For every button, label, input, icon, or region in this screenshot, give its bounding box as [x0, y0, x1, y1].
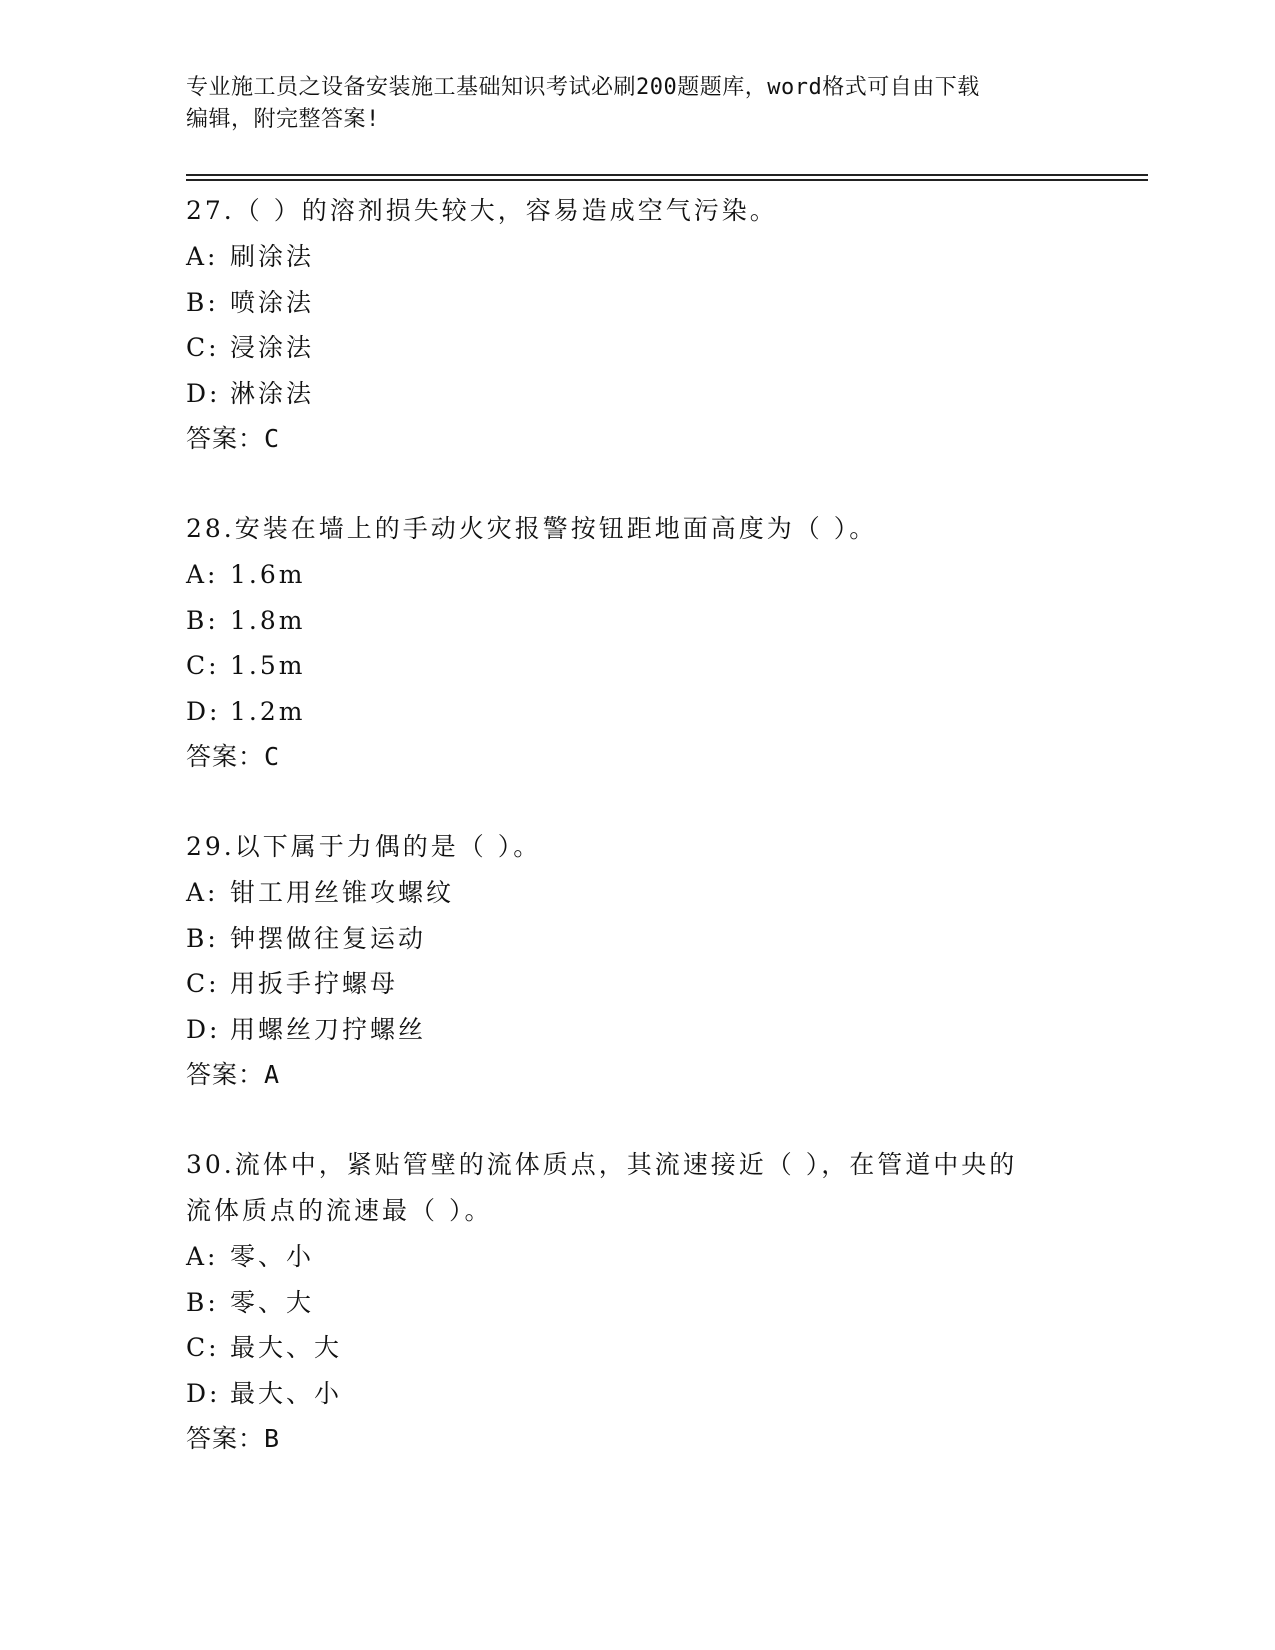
option-text: 零、小 [230, 1242, 315, 1271]
option-text: 最大、小 [230, 1378, 343, 1408]
option-d [186, 689, 1106, 735]
option-text: 用螺丝刀拧螺丝 [230, 1014, 427, 1044]
question-text: 28.安装在墙上的手动火灾报警按钮距地面高度为（ ）。 [186, 514, 878, 543]
option-a [186, 870, 1106, 916]
question-text-line-1: 30.流体中，紧贴管壁的流体质点，其流速接近（ ），在管道中央的 [186, 1150, 1018, 1179]
option-text: 1.8m [230, 605, 306, 635]
question-27 [186, 188, 1106, 461]
option-c [186, 325, 1106, 371]
option-text: 零、大 [230, 1287, 315, 1317]
option-letter: A: [186, 242, 219, 271]
option-letter: D: [186, 378, 221, 408]
option-letter: D: [186, 1014, 221, 1044]
header-line-1: 专业施工员之设备安装施工基础知识考试必刷200题题库，word格式可自由下载 [186, 75, 980, 100]
question-text-line-2: 流体质点的流速最（ ）。 [186, 1196, 493, 1225]
answer-label: 答案： [186, 424, 265, 453]
question-28 [186, 506, 1106, 779]
question-text: 29.以下属于力偶的是（ ）。 [186, 832, 542, 861]
option-letter: B: [186, 605, 219, 635]
option-text: 淋涂法 [230, 378, 315, 408]
answer-value: C [264, 424, 281, 453]
answer-value: C [264, 742, 281, 771]
option-b [186, 916, 1106, 962]
option-text: 刷涂法 [230, 242, 315, 271]
option-letter: B: [186, 1287, 219, 1317]
option-a [186, 552, 1106, 598]
answer-value: A [264, 1060, 281, 1089]
option-letter: A: [186, 878, 219, 907]
answer-value: B [264, 1424, 281, 1453]
answer-line [186, 1052, 1106, 1097]
option-a [186, 1234, 1106, 1280]
option-letter: B: [186, 287, 219, 317]
document-header [186, 72, 1086, 136]
option-letter: C: [186, 1333, 220, 1362]
option-d [186, 1371, 1106, 1417]
option-letter: C: [186, 969, 220, 998]
option-d [186, 371, 1106, 417]
option-letter: A: [186, 560, 219, 589]
option-text: 用扳手拧螺母 [230, 969, 399, 998]
option-text: 钳工用丝锥攻螺纹 [230, 878, 455, 907]
option-letter: C: [186, 333, 220, 362]
option-letter: B: [186, 923, 219, 953]
header-divider-top [186, 174, 1148, 176]
answer-line [186, 734, 1106, 779]
answer-line [186, 416, 1106, 461]
option-b [186, 280, 1106, 326]
answer-line [186, 1416, 1106, 1461]
option-c [186, 643, 1106, 689]
question-30 [186, 1142, 1106, 1461]
option-c [186, 961, 1106, 1007]
option-text: 喷涂法 [230, 287, 315, 317]
option-text: 1.2m [230, 696, 306, 726]
option-letter: C: [186, 651, 220, 680]
option-b [186, 1280, 1106, 1326]
question-29 [186, 824, 1106, 1097]
answer-label: 答案： [186, 742, 265, 771]
answer-label: 答案： [186, 1060, 265, 1089]
answer-label: 答案： [186, 1424, 265, 1453]
option-text: 1.5m [230, 651, 306, 680]
header-divider-bottom [186, 179, 1148, 181]
option-a [186, 234, 1106, 280]
option-text: 钟摆做往复运动 [230, 923, 427, 953]
option-letter: A: [186, 1242, 219, 1271]
option-d [186, 1007, 1106, 1053]
option-text: 1.6m [230, 560, 306, 589]
option-b [186, 598, 1106, 644]
option-text: 浸涂法 [230, 333, 315, 362]
option-letter: D: [186, 1378, 221, 1408]
option-c [186, 1325, 1106, 1371]
option-letter: D: [186, 696, 221, 726]
question-text: 27.（ ）的溶剂损失较大，容易造成空气污染。 [186, 196, 778, 225]
option-text: 最大、大 [230, 1333, 343, 1362]
header-line-2: 编辑，附完整答案! [186, 107, 380, 132]
